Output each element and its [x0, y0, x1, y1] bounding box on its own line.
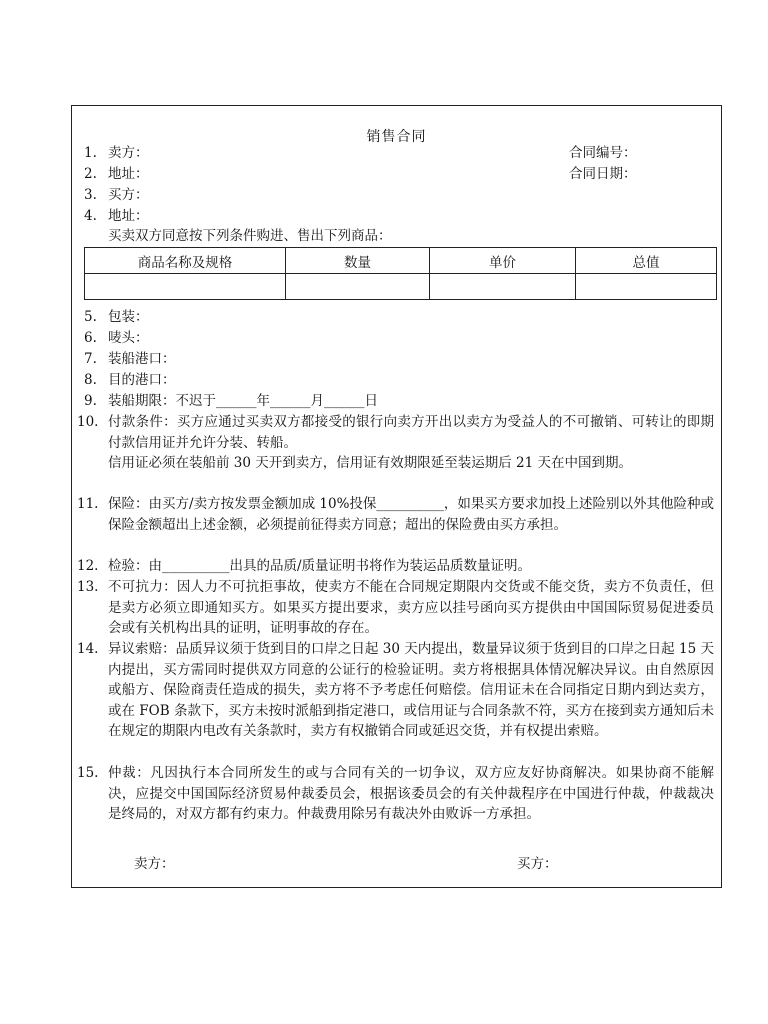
- claims-clause: 异议索赔：品质异议须于货到目的口岸之日起 30 天内提出，数量异议须于货到目的口岸之日起 15 天内提出，买方需同时提供双方同意的公证行的检验证明。卖方将根据具体情况解决异议。由自然原因或船方、保险商责任造成的损失，卖方将不予考虑任何赔偿。信用证未在合同指定日期内到达卖方，或在 FOB 条款下，买方未按时派船到指定港口，或信用证与合同条款不符，买方在接到卖方通知后未在规定的期限内电改有关条款时，卖方有权撤销合同或延迟交货，并有权提出索赔。: [108, 641, 714, 739]
- packing-label: 包装：: [108, 309, 149, 325]
- goods-table: [84, 247, 717, 300]
- item-number: 6.: [84, 330, 97, 346]
- item-number: 3.: [84, 187, 97, 203]
- loading-port-label: 装船港口：: [108, 351, 176, 367]
- table-cell: [576, 274, 717, 300]
- item-number: 2.: [84, 166, 97, 182]
- item-number: 14.: [77, 641, 99, 657]
- contract-number-label: 合同编号：: [569, 145, 637, 161]
- page-title: 销售合同: [366, 129, 427, 145]
- seller-signature-label: 卖方：: [134, 856, 175, 872]
- item-number: 5.: [84, 309, 97, 325]
- column-header: 商品名称及规格: [85, 248, 286, 274]
- force-majeure-clause: 不可抗力：因人力不可抗拒事故，使卖方不能在合同规定期限内交货或不能交货，卖方不负责任，但是卖方必须立即通知买方。如果买方提出要求，卖方应以挂号函向买方提供由中国国际贸易促进委员会或有关机构出具的证明，证明事故的存在。: [108, 579, 714, 636]
- item-number: 10.: [77, 414, 99, 430]
- destination-port-label: 目的港口：: [108, 372, 176, 388]
- arbitration-clause: 仲裁：凡因执行本合同所发生的或与合同有关的一切争议，双方应友好协商解决。如果协商不能解决，应提交中国国际经济贸易仲裁委员会，根据该委员会的有关仲裁程序在中国进行仲裁，仲裁裁决是终局的，对双方都有约束力。仲裁费用除另有裁决外由败诉一方承担。: [108, 765, 714, 822]
- shipment-deadline: 装船期限：不迟于______年______月______日: [108, 393, 378, 409]
- inspection-clause: 检验：由__________出具的品质/质量证明书将作为装运品质数量证明。: [108, 558, 532, 574]
- item-number: 8.: [84, 372, 97, 388]
- buyer-label: 买方：: [108, 187, 149, 203]
- letter-of-credit-terms: 信用证必须在装船前 30 天开到卖方，信用证有效期限延至装运期后 21 天在中国到期。: [108, 455, 633, 471]
- table-cell: [85, 274, 286, 300]
- intro-text: 买卖双方同意按下列条件购进、售出下列商品：: [108, 228, 392, 244]
- buyer-address-label: 地址：: [108, 208, 149, 224]
- shipping-mark-label: 唛头：: [108, 330, 149, 346]
- payment-terms: 付款条件：买方应通过买卖双方都接受的银行向卖方开出以卖方为受益人的不可撤销、可转让的即期付款信用证并允许分装、转船。: [108, 414, 714, 451]
- insurance-clause: 保险：由买方/卖方按发票金额加成 10%投保__________，如果买方要求加投上述险别以外其他险种或保险金额超出上述金额，必须提前征得卖方同意；超出的保险费由买方承担。: [108, 496, 714, 533]
- column-header: 数量: [286, 248, 430, 274]
- item-number: 9.: [84, 393, 97, 409]
- item-number: 7.: [84, 351, 97, 367]
- column-header: 总值: [576, 248, 717, 274]
- seller-address-label: 地址：: [108, 166, 149, 182]
- column-header: 单价: [430, 248, 576, 274]
- item-number: 15.: [77, 765, 99, 781]
- item-number: 11.: [77, 496, 99, 512]
- item-number: 12.: [77, 558, 99, 574]
- contract-date-label: 合同日期：: [569, 166, 637, 182]
- table-cell: [430, 274, 576, 300]
- buyer-signature-label: 买方：: [517, 856, 558, 872]
- seller-label: 卖方：: [108, 145, 149, 161]
- item-number: 4.: [84, 208, 97, 224]
- item-number: 1.: [84, 145, 97, 161]
- table-cell: [286, 274, 430, 300]
- contract-frame: [71, 105, 722, 888]
- item-number: 13.: [77, 579, 99, 595]
